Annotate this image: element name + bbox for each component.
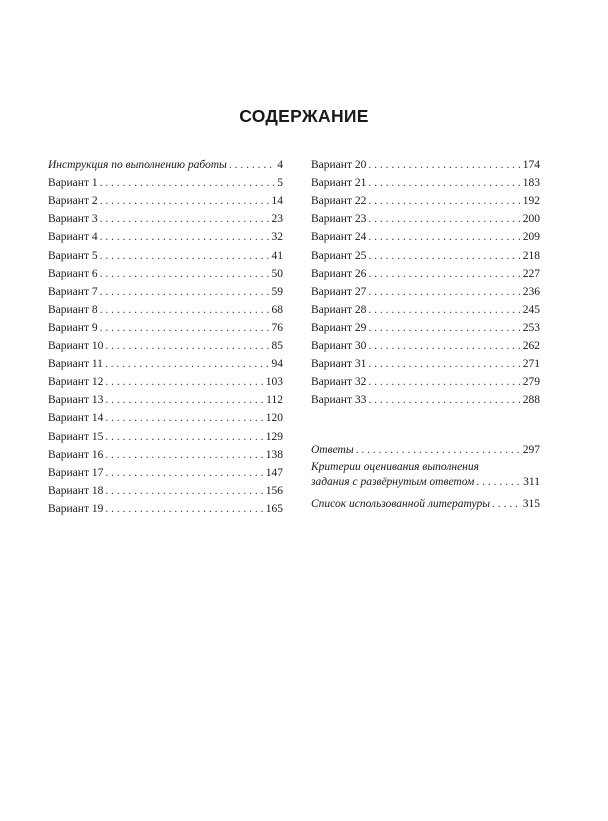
toc-entry-label: Вариант 14 — [48, 412, 104, 425]
toc-entry-page: 315 — [522, 498, 540, 510]
toc-entry-label: Вариант 4 — [48, 231, 98, 244]
toc-entry-page: 59 — [271, 285, 283, 298]
toc-entry-label: Вариант 26 — [311, 267, 367, 280]
dot-leader — [100, 213, 269, 226]
toc-entry-label: Вариант 8 — [48, 303, 98, 316]
toc-entry-page: 112 — [266, 394, 283, 407]
toc-entry[interactable] — [48, 389, 283, 407]
dot-leader — [368, 394, 519, 407]
toc-entry-label: Вариант 30 — [311, 340, 367, 353]
toc-entry[interactable] — [48, 172, 283, 190]
dot-leader — [105, 503, 262, 516]
toc-entry-label: Инструкция по выполнению работы — [48, 159, 227, 172]
toc-entry[interactable] — [48, 226, 283, 244]
toc-entry[interactable] — [48, 462, 283, 480]
toc-entry-label: Вариант 33 — [311, 394, 367, 407]
toc-entry-page: 271 — [522, 358, 540, 371]
toc-entry-label: Список использованной литературы — [311, 498, 491, 510]
toc-entry-label: Вариант 29 — [311, 321, 367, 334]
toc-entry[interactable] — [48, 154, 283, 172]
dot-leader — [368, 177, 519, 190]
toc-entry-label: Вариант 17 — [48, 466, 104, 479]
toc-entry-page: 279 — [522, 376, 540, 389]
dot-leader — [368, 304, 519, 317]
toc-entry-page: 4 — [277, 159, 283, 172]
toc-entry[interactable] — [48, 281, 283, 299]
toc-entry[interactable] — [48, 190, 283, 208]
dot-leader — [368, 376, 519, 389]
toc-entry[interactable] — [48, 444, 283, 462]
toc-entry[interactable] — [48, 244, 283, 262]
dot-leader — [100, 304, 269, 317]
toc-entry[interactable] — [311, 353, 540, 371]
toc-entry[interactable] — [48, 317, 283, 335]
dot-leader — [105, 376, 262, 389]
toc-entry[interactable] — [311, 244, 540, 262]
toc-entry-label: Вариант 18 — [48, 484, 104, 497]
toc-entry-label: Вариант 28 — [311, 303, 367, 316]
toc-entry[interactable] — [48, 263, 283, 281]
toc-entry-page: 297 — [522, 444, 540, 457]
toc-entry-page: 262 — [522, 340, 540, 353]
toc-entry[interactable] — [48, 371, 283, 389]
toc-entry[interactable] — [311, 172, 540, 190]
toc-entry-label: Вариант 5 — [48, 249, 98, 262]
toc-entry[interactable] — [48, 498, 283, 516]
dot-leader — [100, 268, 269, 281]
toc-entry-label: Вариант 10 — [48, 340, 104, 353]
page-title: СОДЕРЖАНИЕ — [239, 106, 369, 126]
toc-entry-page: 5 — [277, 177, 283, 190]
section-gap — [311, 407, 540, 439]
toc-entry-label: Вариант 11 — [48, 358, 103, 371]
toc-entry-page: 120 — [265, 412, 283, 425]
toc-entry[interactable] — [48, 353, 283, 371]
toc-entry[interactable] — [48, 480, 283, 498]
toc-entry-label: Вариант 22 — [311, 195, 367, 208]
toc-entry-page: 76 — [271, 321, 283, 334]
dot-leader — [368, 322, 519, 335]
dot-leader — [368, 340, 519, 353]
toc-entry[interactable] — [311, 281, 540, 299]
toc-entry-label: Вариант 3 — [48, 213, 98, 226]
toc-entry-label-line1: Критерии оценивания выполнения — [311, 461, 479, 474]
toc-entry[interactable] — [311, 439, 540, 457]
toc-entry-page: 192 — [522, 195, 540, 208]
toc-entry[interactable] — [311, 208, 540, 226]
dot-leader — [100, 250, 269, 263]
toc-entry-page: 227 — [522, 267, 540, 280]
toc-entry[interactable] — [48, 208, 283, 226]
toc-entry-label: Вариант 13 — [48, 394, 104, 407]
toc-entry-label-line2 — [311, 475, 540, 489]
dot-leader — [229, 159, 274, 172]
toc-entry[interactable] — [48, 335, 283, 353]
toc-entry-label: Вариант 9 — [48, 321, 98, 334]
toc-entry-label: Вариант 20 — [311, 159, 367, 172]
toc-entry-page: 68 — [271, 303, 283, 316]
toc-entry-page: 209 — [522, 231, 540, 244]
dot-leader — [105, 467, 262, 480]
toc-entry-label: Вариант 31 — [311, 358, 367, 371]
toc-entry-page: 174 — [522, 159, 540, 172]
toc-entry-label: Вариант 21 — [311, 177, 367, 190]
toc-entry-page: 245 — [522, 303, 540, 316]
toc-entry[interactable] — [48, 407, 283, 425]
toc-entry-page: 236 — [522, 285, 540, 298]
toc-entry-label: Ответы — [311, 444, 354, 457]
toc-entry[interactable] — [311, 335, 540, 353]
toc-entry[interactable] — [48, 425, 283, 443]
dot-leader — [105, 394, 263, 407]
toc-entry-label: Вариант 27 — [311, 285, 367, 298]
toc-entry[interactable] — [311, 371, 540, 389]
toc-entry-label: Вариант 16 — [48, 448, 104, 461]
toc-right-column — [311, 154, 540, 511]
dot-leader — [356, 444, 520, 457]
dot-leader — [368, 195, 519, 208]
dot-leader — [492, 498, 520, 511]
toc-entry-page: 165 — [265, 502, 283, 515]
toc-entry-label: Вариант 15 — [48, 430, 104, 443]
toc-entry-label: Вариант 24 — [311, 231, 367, 244]
toc-entry-page: 129 — [265, 430, 283, 443]
toc-entry[interactable] — [48, 299, 283, 317]
toc-entry-label: Вариант 7 — [48, 285, 98, 298]
toc-entry-page: 156 — [265, 484, 283, 497]
toc-entry-label: Вариант 12 — [48, 376, 104, 389]
dot-leader — [368, 159, 519, 172]
toc-entry[interactable] — [311, 299, 540, 317]
dot-leader — [105, 449, 262, 462]
toc-entry[interactable] — [311, 226, 540, 244]
toc-entry-page: 138 — [265, 448, 283, 461]
dot-leader — [100, 231, 269, 244]
toc-entry-page: 23 — [271, 213, 283, 226]
toc-entry-page: 183 — [522, 177, 540, 190]
toc-entry-page: 147 — [265, 466, 283, 479]
dot-leader — [100, 286, 269, 299]
toc-entry-page: 288 — [522, 394, 540, 407]
toc-entry-label: Вариант 2 — [48, 195, 98, 208]
toc-entry-page: 94 — [271, 358, 283, 371]
toc-entry-label: Вариант 1 — [48, 177, 98, 190]
dot-leader — [105, 358, 269, 371]
toc-left-column — [48, 154, 283, 516]
toc-entry-page: 103 — [265, 376, 283, 389]
toc-entry-criteria[interactable] — [311, 461, 540, 489]
dot-leader — [368, 358, 519, 371]
toc-entry[interactable] — [311, 317, 540, 335]
toc-entry-page: 218 — [522, 249, 540, 262]
toc-entry-page: 253 — [522, 321, 540, 334]
dot-leader — [100, 195, 269, 208]
dot-leader — [105, 485, 262, 498]
toc-entry-page: 14 — [271, 195, 283, 208]
toc-entry-label: Вариант 23 — [311, 213, 367, 226]
toc-entry-page: 200 — [522, 213, 540, 226]
toc-entry-label: Вариант 19 — [48, 502, 104, 515]
toc-entry[interactable] — [311, 263, 540, 281]
toc-entry-page: 311 — [523, 475, 540, 488]
toc-entry-label: Вариант 6 — [48, 267, 98, 280]
toc-entry[interactable] — [311, 190, 540, 208]
dot-leader — [105, 340, 268, 353]
toc-entry-label: задания с развёрнутым ответом — [311, 475, 475, 488]
dot-leader — [476, 476, 520, 489]
dot-leader — [100, 322, 269, 335]
toc-entry-page: 50 — [271, 267, 283, 280]
toc-entry-label: Вариант 32 — [311, 376, 367, 389]
toc-entry[interactable] — [311, 154, 540, 172]
dot-leader — [105, 412, 262, 425]
toc-entry-page: 32 — [271, 231, 283, 244]
toc-entry[interactable] — [311, 389, 540, 407]
dot-leader — [105, 431, 262, 444]
dot-leader — [100, 177, 275, 190]
toc-entry-label: Вариант 25 — [311, 249, 367, 262]
dot-leader — [368, 268, 519, 281]
toc-entry-page: 41 — [271, 249, 283, 262]
toc-entry-page: 85 — [271, 340, 283, 353]
dot-leader — [368, 231, 519, 244]
dot-leader — [368, 213, 519, 226]
dot-leader — [368, 286, 519, 299]
toc-entry[interactable] — [311, 493, 540, 511]
dot-leader — [368, 250, 519, 263]
